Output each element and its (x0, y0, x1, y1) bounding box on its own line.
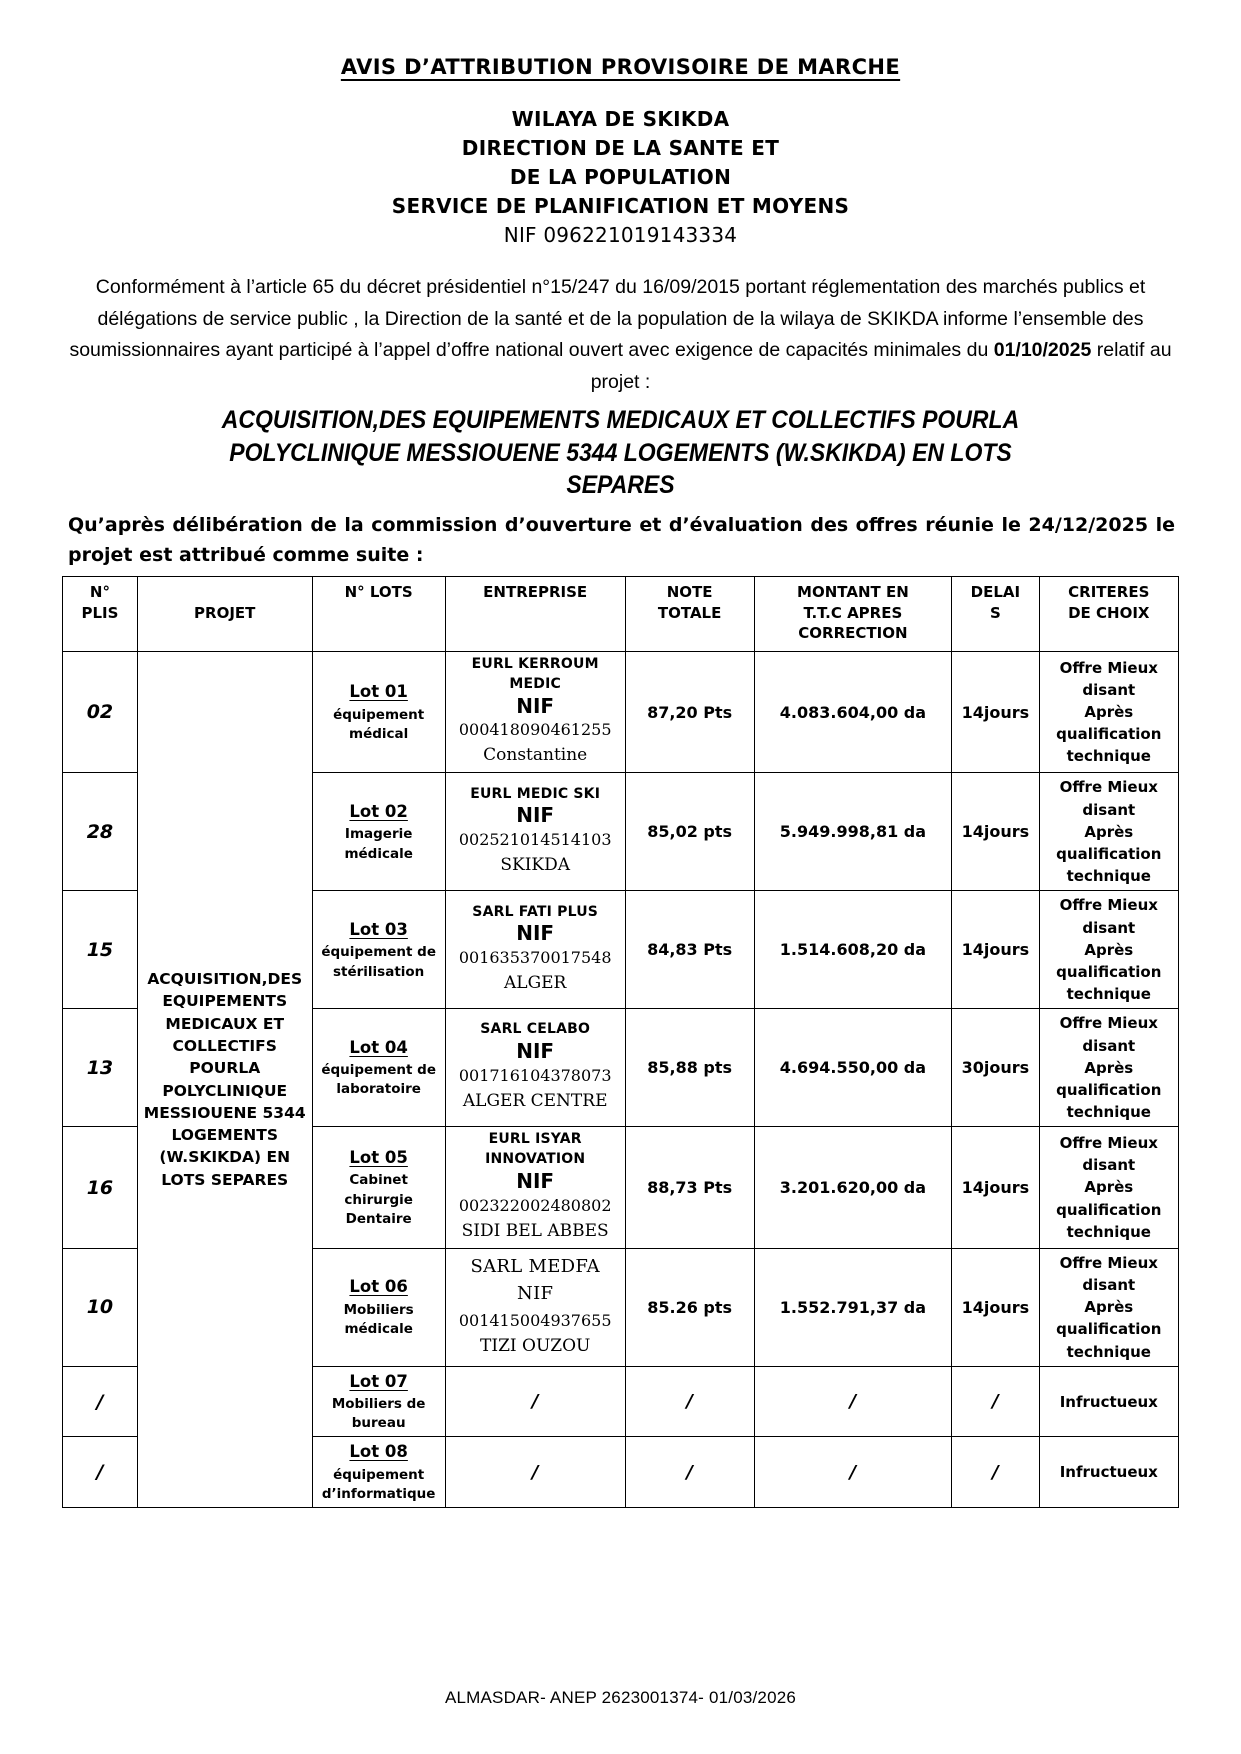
lot-description: Cabinet chirurgie Dentaire (344, 1172, 413, 1227)
cell-entreprise (445, 891, 625, 1009)
table-row (63, 651, 1179, 773)
header-lots-label: N° LOTS (344, 582, 413, 601)
table-body (63, 651, 1179, 1507)
entreprise-nif-label: NIF (516, 803, 555, 828)
cell-n-plis: / (63, 1366, 138, 1437)
entreprise-city: ALGER CENTRE (462, 1090, 608, 1111)
entreprise-city: ALGER (504, 972, 567, 993)
cell-criteres-de-choix: Infructueux (1039, 1366, 1178, 1437)
org-nif: NIF 096221019143334 (503, 223, 738, 247)
header-entreprise-label: ENTREPRISE (483, 582, 588, 601)
header-delais (952, 576, 1039, 651)
entreprise-nif-number: 001716104378073 (458, 1065, 612, 1085)
cell-montant-ttc: 1.552.791,37 da (754, 1248, 952, 1366)
cell-delais: / (952, 1366, 1039, 1437)
lot-number: Lot 07 (349, 1371, 408, 1391)
intro-date: 01/10/2025 (993, 339, 1092, 362)
entreprise-name: SARL FATI PLUS (472, 903, 599, 920)
entreprise-city: SKIKDA (500, 855, 571, 876)
table-header-row (63, 576, 1179, 651)
header-projet-label: PROJET (194, 603, 256, 622)
cell-n-plis: 28 (63, 773, 138, 891)
footer-reference: ALMASDAR- ANEP 2623001374- 01/03/2026 (444, 1688, 797, 1707)
cell-delais: 14jours (952, 891, 1039, 1009)
cell-criteres-de-choix: Offre Mieux disant Après qualification technique (1039, 651, 1178, 773)
cell-criteres-de-choix: Offre Mieux disant Après qualification technique (1039, 1009, 1178, 1127)
entreprise-city: TIZI OUZOU (480, 1335, 591, 1356)
cell-entreprise: / (445, 1437, 625, 1508)
entreprise-name: EURL MEDIC SKI (470, 785, 601, 802)
header-note-l2: TOTALE (657, 603, 722, 622)
cell-note-totale: / (625, 1366, 754, 1437)
entreprise-nif-number: 002322002480802 (458, 1195, 612, 1215)
lot-description: Mobiliers médicale (343, 1301, 414, 1337)
cell-criteres-de-choix: Offre Mieux disant Après qualification technique (1039, 1127, 1178, 1249)
lot-number: Lot 06 (349, 1277, 408, 1297)
entreprise-nif-label: NIF (516, 1169, 555, 1193)
cell-montant-ttc: 3.201.620,00 da (754, 1127, 952, 1249)
cell-note-totale: 85,88 pts (625, 1009, 754, 1127)
header-plis-l2: PLIS (81, 603, 119, 622)
cell-montant-ttc: 5.949.998,81 da (754, 773, 952, 891)
lot-number: Lot 04 (349, 1037, 408, 1057)
cell-note-totale: 87,20 Pts (625, 651, 754, 773)
header-criteres (1039, 576, 1178, 651)
cell-criteres-de-choix: Infructueux (1039, 1437, 1178, 1508)
header-delais-l1: DELAI (970, 582, 1021, 601)
header-criteres-l1: CRITERES (1068, 582, 1150, 601)
cell-montant-ttc: / (754, 1437, 952, 1508)
cell-delais: 30jours (952, 1009, 1039, 1127)
cell-entreprise (445, 1127, 625, 1249)
header-entreprise (445, 576, 625, 651)
cell-montant-ttc: 1.514.608,20 da (754, 891, 952, 1009)
cell-lot (312, 1248, 445, 1366)
project-title-line-2: POLYCLINIQUE MESSIOUENE 5344 LOGEMENTS (W.SKIKDA) EN LOTS (229, 438, 1012, 467)
org-line-population: DE LA POPULATION (509, 165, 732, 189)
entreprise-name: SARL CELABO (480, 1021, 591, 1038)
entreprise-nif-label: NIF (516, 1039, 555, 1064)
project-title (107, 404, 1135, 502)
lot-description: équipement de stérilisation (321, 944, 436, 980)
cell-criteres-de-choix: Offre Mieux disant Après qualification technique (1039, 891, 1178, 1009)
header-note (625, 576, 754, 651)
cell-delais: 14jours (952, 1248, 1039, 1366)
cell-n-plis: 16 (63, 1127, 138, 1249)
cell-note-totale: 85.26 pts (625, 1248, 754, 1366)
entreprise-nif-label: NIF (517, 1283, 554, 1305)
cell-delais: 14jours (952, 1127, 1039, 1249)
lot-description: Mobiliers de bureau (331, 1396, 426, 1432)
cell-lot (312, 1437, 445, 1508)
lot-number: Lot 02 (349, 802, 408, 822)
cell-lot (312, 891, 445, 1009)
header-delais-l2: S (989, 603, 1001, 622)
entreprise-nif-number: 002521014514103 (458, 830, 612, 850)
project-title-line-1: ACQUISITION,DES EQUIPEMENTS MEDICAUX ET COLLECTIFS POURLA (221, 406, 1020, 435)
intro-part2: relatif au projet : (590, 339, 1172, 393)
header-note-l1: NOTE (666, 582, 713, 601)
header-montant-l1: MONTANT EN (797, 582, 909, 601)
entreprise-name: EURL ISYAR INNOVATION (485, 1131, 586, 1168)
organisation-block (62, 105, 1179, 250)
cell-lot (312, 773, 445, 891)
entreprise-city: SIDI BEL ABBES (461, 1220, 609, 1241)
page-title: AVIS D’ATTRIBUTION PROVISOIRE DE MARCHE (340, 55, 901, 79)
lot-description: Imagerie médicale (344, 826, 413, 862)
lot-number: Lot 01 (349, 682, 408, 702)
cell-n-plis: 13 (63, 1009, 138, 1127)
cell-entreprise (445, 1248, 625, 1366)
cell-entreprise (445, 651, 625, 773)
lot-description: équipement d’informatique (321, 1466, 436, 1503)
lot-description: équipement médical (333, 706, 425, 742)
cell-montant-ttc: 4.083.604,00 da (754, 651, 952, 773)
cell-delais: / (952, 1437, 1039, 1508)
cell-delais: 14jours (952, 773, 1039, 891)
deliberation-paragraph: Qu’après délibération de la commission d’ouverture et d’évaluation des offres réunie le 24/12/2025 le projet est attribué comme suite : (68, 513, 1175, 566)
cell-projet: ACQUISITION,DES EQUIPEMENTS MEDICAUX ET COLLECTIFS POURLA POLYCLINIQUE MESSIOUENE 5344 LOGEMENTS (W.SKIKDA) EN LOTS SEPARES (137, 651, 312, 1507)
lot-number: Lot 05 (349, 1148, 408, 1168)
cell-n-plis: 10 (63, 1248, 138, 1366)
cell-entreprise (445, 1009, 625, 1127)
header-projet (137, 576, 312, 651)
cell-n-plis: / (63, 1437, 138, 1508)
cell-n-plis: 15 (63, 891, 138, 1009)
intro-paragraph (62, 272, 1179, 398)
cell-delais: 14jours (952, 651, 1039, 773)
cell-n-plis: 02 (63, 651, 138, 773)
cell-note-totale: 85,02 pts (625, 773, 754, 891)
entreprise-name: SARL MEDFA (470, 1256, 600, 1278)
header-plis-l1: N° (89, 582, 110, 601)
cell-note-totale: / (625, 1437, 754, 1508)
org-line-service: SERVICE DE PLANIFICATION ET MOYENS (391, 194, 850, 218)
cell-entreprise (445, 773, 625, 891)
cell-lot (312, 651, 445, 773)
intro-part1: Conformément à l’article 65 du décret présidentiel n°15/247 du 16/09/2015 portant réglementation des marchés publics et délégations de service public , la Direction de la santé et de la population de la wilaya de SKIKDA informe l’ensemble des soumissionnaires ayant participé à l’appel d’offre national ouvert avec exigence de capacités minimales du (69, 276, 1146, 362)
entreprise-nif-number: 000418090461255 (458, 720, 612, 740)
cell-lot (312, 1366, 445, 1437)
cell-criteres-de-choix: Offre Mieux disant Après qualification technique (1039, 1248, 1178, 1366)
entreprise-nif-number: 001635370017548 (458, 947, 612, 967)
cell-montant-ttc: / (754, 1366, 952, 1437)
lot-number: Lot 08 (349, 1442, 408, 1462)
cell-note-totale: 84,83 Pts (625, 891, 754, 1009)
entreprise-nif-number: 001415004937655 (458, 1310, 612, 1330)
entreprise-name: EURL KERROUM MEDIC (471, 655, 599, 692)
cell-entreprise: / (445, 1366, 625, 1437)
cell-criteres-de-choix: Offre Mieux disant Après qualification technique (1039, 773, 1178, 891)
header-lots (312, 576, 445, 651)
lot-description: équipement de laboratoire (321, 1062, 436, 1098)
cell-note-totale: 88,73 Pts (625, 1127, 754, 1249)
header-criteres-l2: DE CHOIX (1068, 603, 1150, 622)
entreprise-city: Constantine (483, 745, 588, 766)
cell-lot (312, 1127, 445, 1249)
entreprise-nif-label: NIF (516, 921, 555, 946)
header-montant (754, 576, 952, 651)
header-plis (63, 576, 138, 651)
header-montant-l3: CORRECTION (798, 624, 908, 643)
project-title-line-3: SEPARES (566, 471, 675, 500)
lot-number: Lot 03 (349, 919, 408, 939)
awards-table (62, 576, 1179, 1508)
cell-lot (312, 1009, 445, 1127)
entreprise-nif-label: NIF (516, 693, 555, 718)
header-montant-l2: T.T.C APRES (803, 603, 903, 622)
cell-montant-ttc: 4.694.550,00 da (754, 1009, 952, 1127)
org-line-direction: DIRECTION DE LA SANTE ET (461, 136, 780, 160)
org-line-wilaya: WILAYA DE SKIKDA (511, 107, 730, 131)
